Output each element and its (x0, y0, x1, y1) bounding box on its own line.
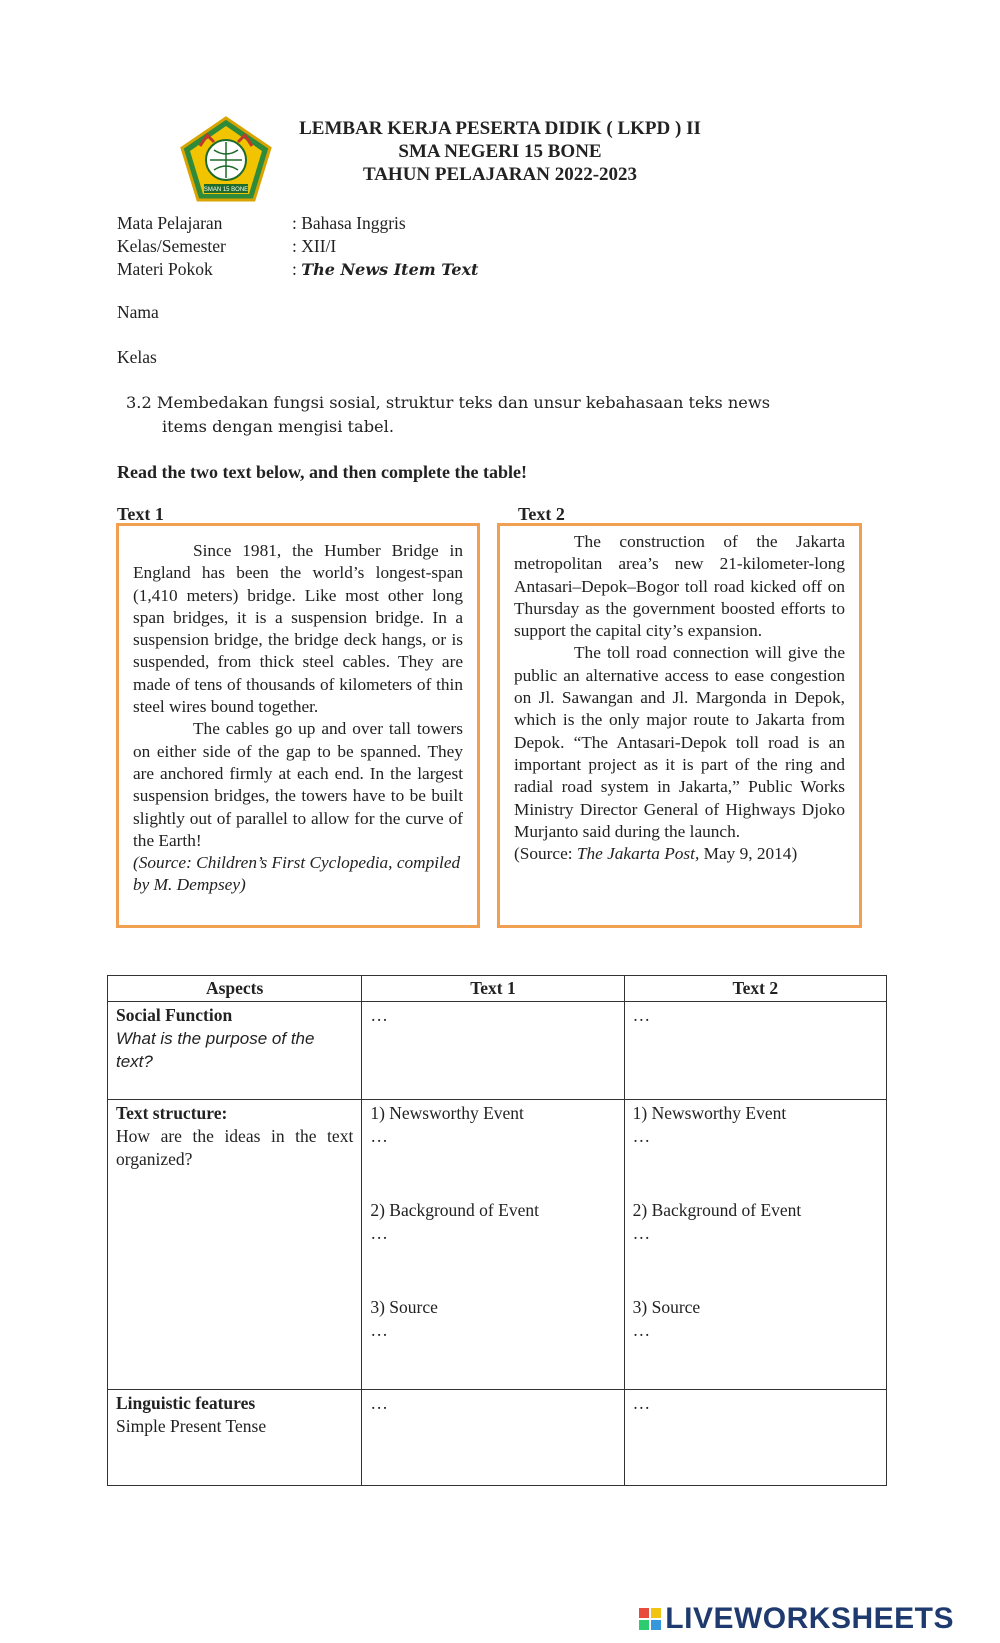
text1-paragraph-1: Since 1981, the Humber Bridge in England has been the world’s longest-span (1,410 meters) bridge. Like most other long span bridges, it is a suspension bridge. In a suspension bridge, the bridge deck hangs, or is suspended, from thick steel cables. They are made of tens of thousands of kilometers of thin steel wires bound together. (133, 541, 463, 717)
text2-label: Text 2 (518, 504, 565, 524)
liveworksheets-icon (639, 1608, 661, 1630)
table-header-row (108, 976, 887, 1002)
text2-source-prefix: (Source: (514, 844, 577, 864)
class-field-label: Kelas (117, 347, 157, 367)
text1-box (116, 523, 480, 928)
text-structure-question: How are the ideas in the text organized? (116, 1126, 354, 1169)
subject-info (117, 212, 478, 281)
social-function-text2-answer[interactable]: … (624, 1002, 886, 1100)
text1-paragraph-2: The cables go up and over tall towers on either side of the gap to be spanned. They are anchored firmly at each end. In the largest suspension bridges, the towers have to be built slightly out of parallel to allow for the curve of the Earth! (133, 719, 463, 850)
text2-source-date: May 9, 2014) (699, 844, 798, 864)
subject-row (117, 212, 478, 235)
class-semester-row (117, 235, 478, 258)
text2-event-answer[interactable]: … (632, 1126, 651, 1146)
structure-item-background: 2) Background of Event (632, 1200, 802, 1220)
linguistic-text2-answer[interactable]: … (624, 1390, 886, 1486)
analysis-table (107, 975, 887, 1486)
subject-label: Mata Pelajaran (117, 213, 223, 233)
subject-value: : Bahasa Inggris (292, 213, 406, 233)
text-structure-text1 (362, 1100, 624, 1390)
linguistic-features-title: Linguistic features (116, 1393, 256, 1413)
text2-source-publication: The Jakarta Post, (576, 844, 700, 864)
liveworksheets-logo (639, 1602, 954, 1636)
class-semester-label: Kelas/Semester (117, 236, 226, 256)
social-function-question: What is the purpose of the text? (116, 1029, 315, 1071)
social-function-aspect (108, 1002, 362, 1100)
document-header (270, 117, 730, 186)
text2-source (514, 843, 845, 865)
text1-event-answer[interactable]: … (370, 1126, 388, 1146)
header-aspects: Aspects (108, 976, 362, 1002)
header-text1: Text 1 (362, 976, 624, 1002)
class-semester-value: : XII/I (292, 236, 337, 256)
name-field-label: Nama (117, 302, 159, 322)
topic-label: Materi Pokok (117, 259, 213, 279)
header-year: TAHUN PELAJARAN 2022-2023 (362, 164, 638, 185)
linguistic-features-sub: Simple Present Tense (116, 1416, 267, 1436)
competency-line-1: 3.2 Membedakan fungsi sosial, struktur teks dan unsur kebahasaan teks news (126, 393, 771, 412)
text2-paragraph-1: The construction of the Jakarta metropolitan area’s new 21-kilometer-long Antasari–Depok–Bogor toll road kicked off on Thursday as the government boosted efforts to support the capital city’s expansion. (514, 532, 845, 641)
structure-item-source: 3) Source (632, 1297, 701, 1317)
text1-source-answer[interactable]: … (370, 1320, 388, 1340)
social-function-text1-answer[interactable]: … (362, 1002, 624, 1100)
text-structure-text2 (624, 1100, 886, 1390)
social-function-title: Social Function (116, 1005, 233, 1025)
structure-item-background: 2) Background of Event (370, 1200, 539, 1220)
social-function-row (108, 1002, 887, 1100)
liveworksheets-wordmark: LIVEWORKSHEETS (665, 1602, 954, 1635)
structure-item-newsworthy-event: 1) Newsworthy Event (632, 1103, 787, 1123)
text-structure-aspect (108, 1100, 362, 1390)
competency-line-2: items dengan mengisi tabel. (162, 417, 394, 436)
linguistic-features-aspect (108, 1390, 362, 1486)
linguistic-features-row (108, 1390, 887, 1486)
topic-row (117, 258, 478, 281)
school-logo (178, 116, 274, 202)
header-school: SMA NEGERI 15 BONE (398, 141, 602, 162)
header-title: LEMBAR KERJA PESERTA DIDIK ( LKPD ) II (299, 118, 701, 139)
linguistic-text1-answer[interactable]: … (362, 1390, 624, 1486)
text1-background-answer[interactable]: … (370, 1223, 388, 1243)
text-structure-title: Text structure: (116, 1103, 228, 1123)
text1-source: (Source: Children’s First Cyclopedia, compiled by M. Dempsey) (133, 853, 461, 895)
text2-background-answer[interactable]: … (632, 1223, 651, 1243)
topic-prefix: : (292, 259, 302, 279)
logo-caption: SMAN 15 BONE (203, 187, 249, 193)
text2-source-answer[interactable]: … (632, 1320, 651, 1340)
text1-label: Text 1 (117, 504, 164, 524)
header-text2: Text 2 (624, 976, 886, 1002)
text2-box (497, 523, 862, 928)
topic-value: The News Item Text (301, 260, 479, 279)
competency-statement (126, 391, 846, 439)
structure-item-newsworthy-event: 1) Newsworthy Event (370, 1103, 524, 1123)
instruction: Read the two text below, and then complete the table! (117, 462, 527, 482)
text2-paragraph-2: The toll road connection will give the public an alternative access to ease congestion on Jl. Sawangan and Jl. Margonda in Depok, which is the only major route to Jakarta from Depok. “The Antasari-Depok toll road is an important project as it is part of the ring and radial road system in Jakarta,” Public Works Ministry Director General of Highways Djoko Murjanto said during the launch. (514, 643, 845, 841)
text-structure-row (108, 1100, 887, 1390)
structure-item-source: 3) Source (370, 1297, 438, 1317)
